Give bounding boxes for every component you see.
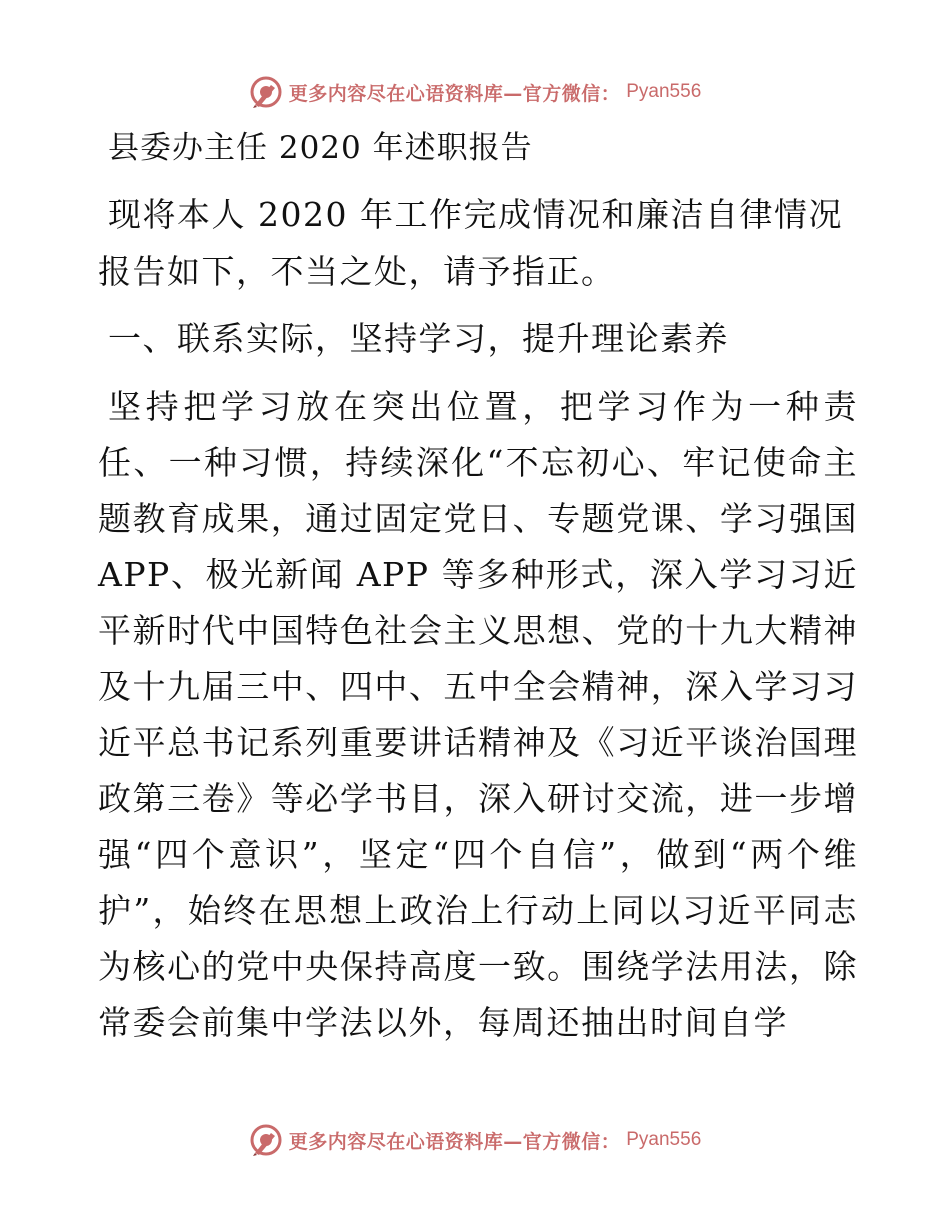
watermark-text: 更多内容尽在心语资料库—官方微信： — [288, 1130, 621, 1153]
watermark-wechat-id: Pyan556 — [626, 1129, 702, 1150]
section-heading: 一、联系实际，坚持学习，提升理论素养 — [108, 319, 729, 358]
header-watermark — [0, 72, 950, 112]
watermark-text: 更多内容尽在心语资料库—官方微信： — [288, 82, 621, 105]
pen-logo-icon — [249, 75, 283, 109]
intro-paragraph: 现将本人 2020 年工作完成情况和廉洁自律情况报告如下，不当之处，请予指正。 — [98, 195, 843, 291]
document-title: 县委办主任 2020 年述职报告 — [108, 130, 533, 166]
pen-logo-icon — [249, 1123, 283, 1157]
document-body — [98, 124, 858, 1051]
body-paragraph: 坚持把学习放在突出位置，把学习作为一种责任、一种习惯，持续深化“不忘初心、牢记使命主题教育成果，通过固定党日、专题党课、学习强国 APP、极光新闻 APP 等多种形式，深入学习习近平新时代中国特色社会主义思想、党的十九大精神及十九届三中、四中、五中全会精神，深入学习习近平总书记系列重要讲话精神及《习近平谈治国理政第三卷》等必学书目，深入研讨交流，进一步增强“四个意识”，坚定“四个自信”，做到“两个维护”，始终在思想上政治上行动上同以习近平同志为核心的党中央保持高度一致。围绕学法用法，除常委会前集中学法以外，每周还抽出时间自学 — [98, 387, 858, 1042]
watermark-wechat-id: Pyan556 — [626, 81, 702, 102]
footer-watermark — [0, 1120, 950, 1160]
